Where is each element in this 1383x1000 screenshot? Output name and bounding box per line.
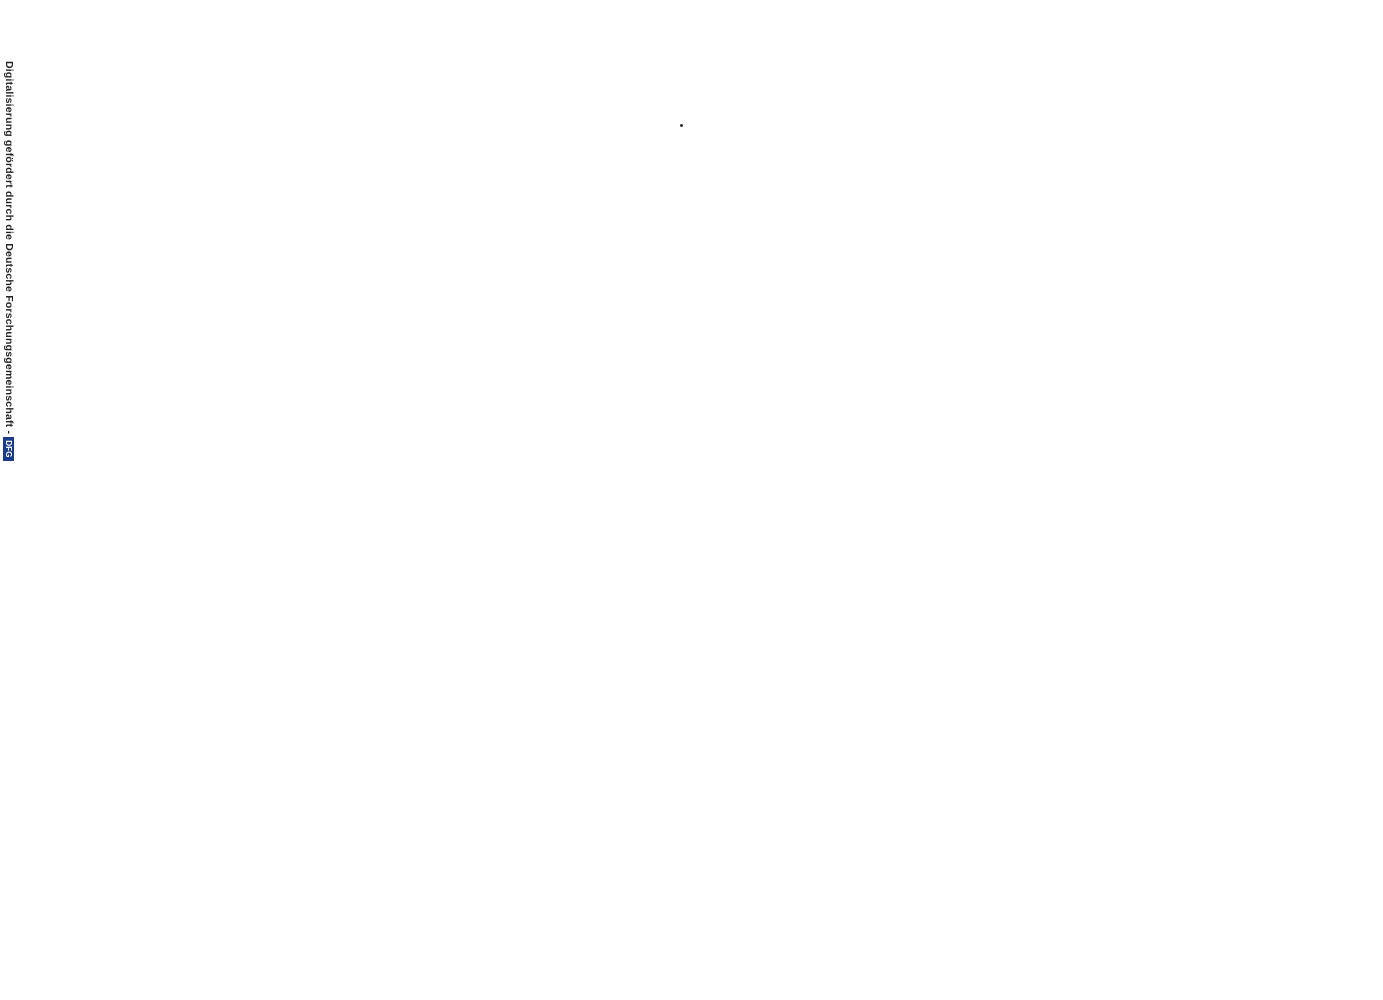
digitization-text: Digitalisierung gefördert durch die Deutsche Forschungsgemeinschaft -	[3, 61, 15, 435]
digitization-note	[3, 61, 15, 991]
speck-mark	[680, 124, 683, 127]
dfg-logo: DFG	[3, 437, 14, 461]
digitization-sidebar	[0, 0, 18, 1000]
